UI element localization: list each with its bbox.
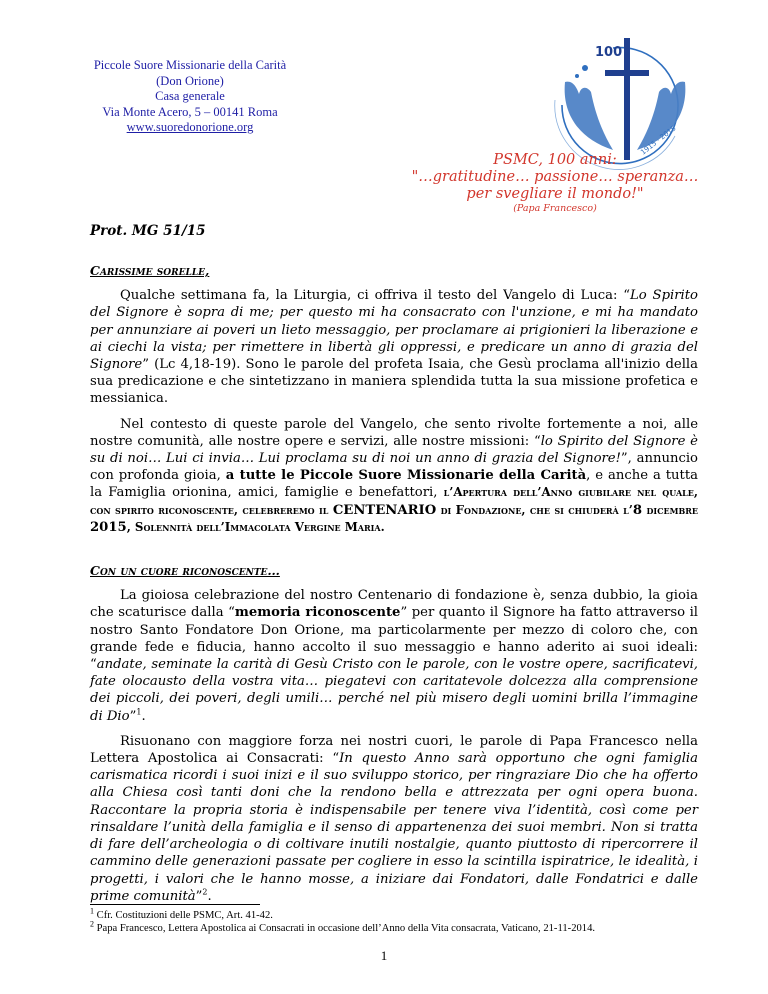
p2-centenario: CENTENARIO	[332, 502, 437, 518]
p2-bold: a tutte le Piccole Suore Missionarie della Carità	[225, 468, 587, 484]
p3-end: .	[141, 708, 146, 724]
tagline-line2: "…gratitudine… passione… speranza…	[411, 169, 699, 185]
greeting: Carissime sorelle,	[90, 263, 210, 278]
p2-year: 2015	[90, 519, 127, 535]
footnote-2	[90, 919, 710, 935]
p2-text-a: Nel contesto di queste parole del Vangelo, che sento rivolte fortemente a noi, alle nostre comunità, alle nostre opere e servizi, alle nostre missioni: “	[90, 416, 698, 449]
p4-quote: In questo Anno sarà opportuno che ogni famiglia carismatica ricordi i suoi inizi e il suo sviluppo storico, per ringraziare Dio che ha offerto alla Chiesa così tanti doni che la rendono bella e attrezzata per ogni opera buona. Raccontare la propria storia è indispensabile per tenere viva l’identità, così come per rinsaldare l’unità della famiglia e il senso di appartenenza dei suoi membri. Non si tratta di fare dell’archeologia o di coltivare inutili nostalgie, quanto piuttosto di ripercorrere il cammino delle generazioni passate per cogliere in esso la scintilla ispiratrice, le idealità, i progetti, i valori che le hanno mosse, a iniziare dai Fondatori, dalle Fondatrici e dalle prime comunità	[90, 751, 699, 904]
logo-number: 100	[595, 45, 623, 60]
cross-vertical	[624, 38, 630, 160]
p1-text-a: Qualche settimana fa, la Liturgia, ci offriva il testo del Vangelo di Luca: “	[120, 288, 631, 304]
footnote-ref-1[interactable]: 1	[136, 707, 142, 717]
p3-bold: memoria riconoscente	[234, 605, 401, 621]
p2-caps-1: l’Apertura dell’Anno giubilare nel quale, con spirito riconoscente, celebreremo il	[90, 485, 698, 517]
footnote-divider	[90, 904, 260, 905]
footnote-ref-2[interactable]: 2	[202, 887, 208, 897]
letterhead-house: Casa generale	[155, 89, 225, 103]
footnote-1	[90, 906, 710, 922]
footnotes	[90, 906, 710, 935]
p3-close-quote: ”	[129, 708, 137, 724]
p4-close-quote: ”	[195, 888, 203, 904]
paragraph-4	[90, 733, 698, 905]
p2-caps-3: dicembre	[642, 502, 698, 517]
protocol-number: Prot. MG 51/15	[90, 223, 206, 239]
p2-caps-2: di Fondazione, che si chiuderà l’	[436, 502, 633, 517]
tagline-attribution: (Papa Francesco)	[513, 203, 597, 214]
tagline-line3: per svegliare il mondo!"	[466, 186, 644, 202]
footnote-1-text: Cfr. Costituzioni delle PSMC, Art. 41-42.	[94, 910, 273, 921]
section-heading: Con un cuore riconoscente…	[90, 563, 280, 579]
logo-years: 1915 · 2015	[639, 124, 678, 157]
p2-quote: lo Spirito del Signore è su di noi… Lui ci invia… Lui proclama su di noi un anno di grazia del Signore!	[90, 433, 698, 467]
footnote-1-number: 1	[90, 906, 94, 916]
tagline-line1: PSMC, 100 anni:	[493, 152, 617, 168]
footnote-2-text: Papa Francesco, Lettera Apostolica ai Consacrati in occasione dell’Anno della Vita consacrata, Vaticano, 21-11-2014.	[94, 923, 596, 934]
paragraph-3	[90, 587, 698, 725]
cross-horizontal	[605, 70, 649, 76]
paragraph-2	[90, 416, 698, 536]
p3-text-b: ” per quanto il Signore ha fatto attraverso il nostro Santo Fondatore Don Orione, ma particolarmente per mezzo di coloro che, con grande fede e fiducia, hanno accolto il suo messaggio e hanno aderito ai suoi ideali: “	[90, 605, 698, 673]
p2-text-c: , e anche a tutta la Famiglia orionina, amici, famiglie e benefattori,	[90, 468, 698, 501]
p4-text-a: Risuonano con maggiore forza nei nostri cuori, le parole di Papa Francesco nella Lettera Apostolica ai Consacrati: “	[90, 733, 698, 767]
footnote-2-number: 2	[90, 919, 94, 929]
p2-text-b: ”, annuncio con profonda gioia,	[90, 451, 698, 484]
p1-quote: Lo Spirito del Signore è sopra di me; per questo mi ha consacrato con l'unzione, e mi ha mandato per annunziare ai poveri un lieto messaggio, per proclamare ai prigionieri la liberazione e ai ciechi la vista; per rimettere in libertà gli oppressi, e predicare un anno di grazia del Signore	[90, 288, 699, 373]
page-number: 1	[380, 948, 388, 963]
centenary-tagline	[360, 152, 750, 215]
letterhead-org-name: Piccole Suore Missionarie della Carità	[93, 58, 287, 72]
letterhead-address: Via Monte Acero, 5 – 00141 Roma	[102, 104, 278, 119]
p2-date: 8	[632, 502, 643, 518]
p3-text-a: La gioiosa celebrazione del nostro Centenario di fondazione è, senza dubbio, la gioia che scaturisce dalla “	[90, 588, 698, 621]
p3-quote: andate, seminate la carità di Gesù Cristo con le parole, con le vostre opere, sacrificatevi, fate olocausto della vostra vita… piegatevi con caritatevole dolcezza alla comprensione dei piccoli, dei poveri, degli umili… perché nel più misero degli uomini brilla l’immagine di Dio	[90, 657, 698, 724]
left-hand-shape	[565, 82, 613, 150]
p2-caps-4: , Solennità dell’Immacolata Vergine Maria.	[126, 519, 385, 534]
p1-text-b: ” (Lc 4,18-19). Sono le parole del profeta Isaia, che Gesù proclama all'inizio della sua predicazione e che sintetizzano in maniera splendida tutta la sua missione profetica e messianica.	[90, 357, 698, 407]
letterhead	[60, 58, 320, 136]
paragraph-1	[90, 287, 698, 407]
website-link[interactable]: www.suoredonorione.org	[126, 120, 254, 134]
letterhead-subtitle: (Don Orione)	[156, 73, 224, 88]
p4-end: .	[207, 888, 212, 904]
